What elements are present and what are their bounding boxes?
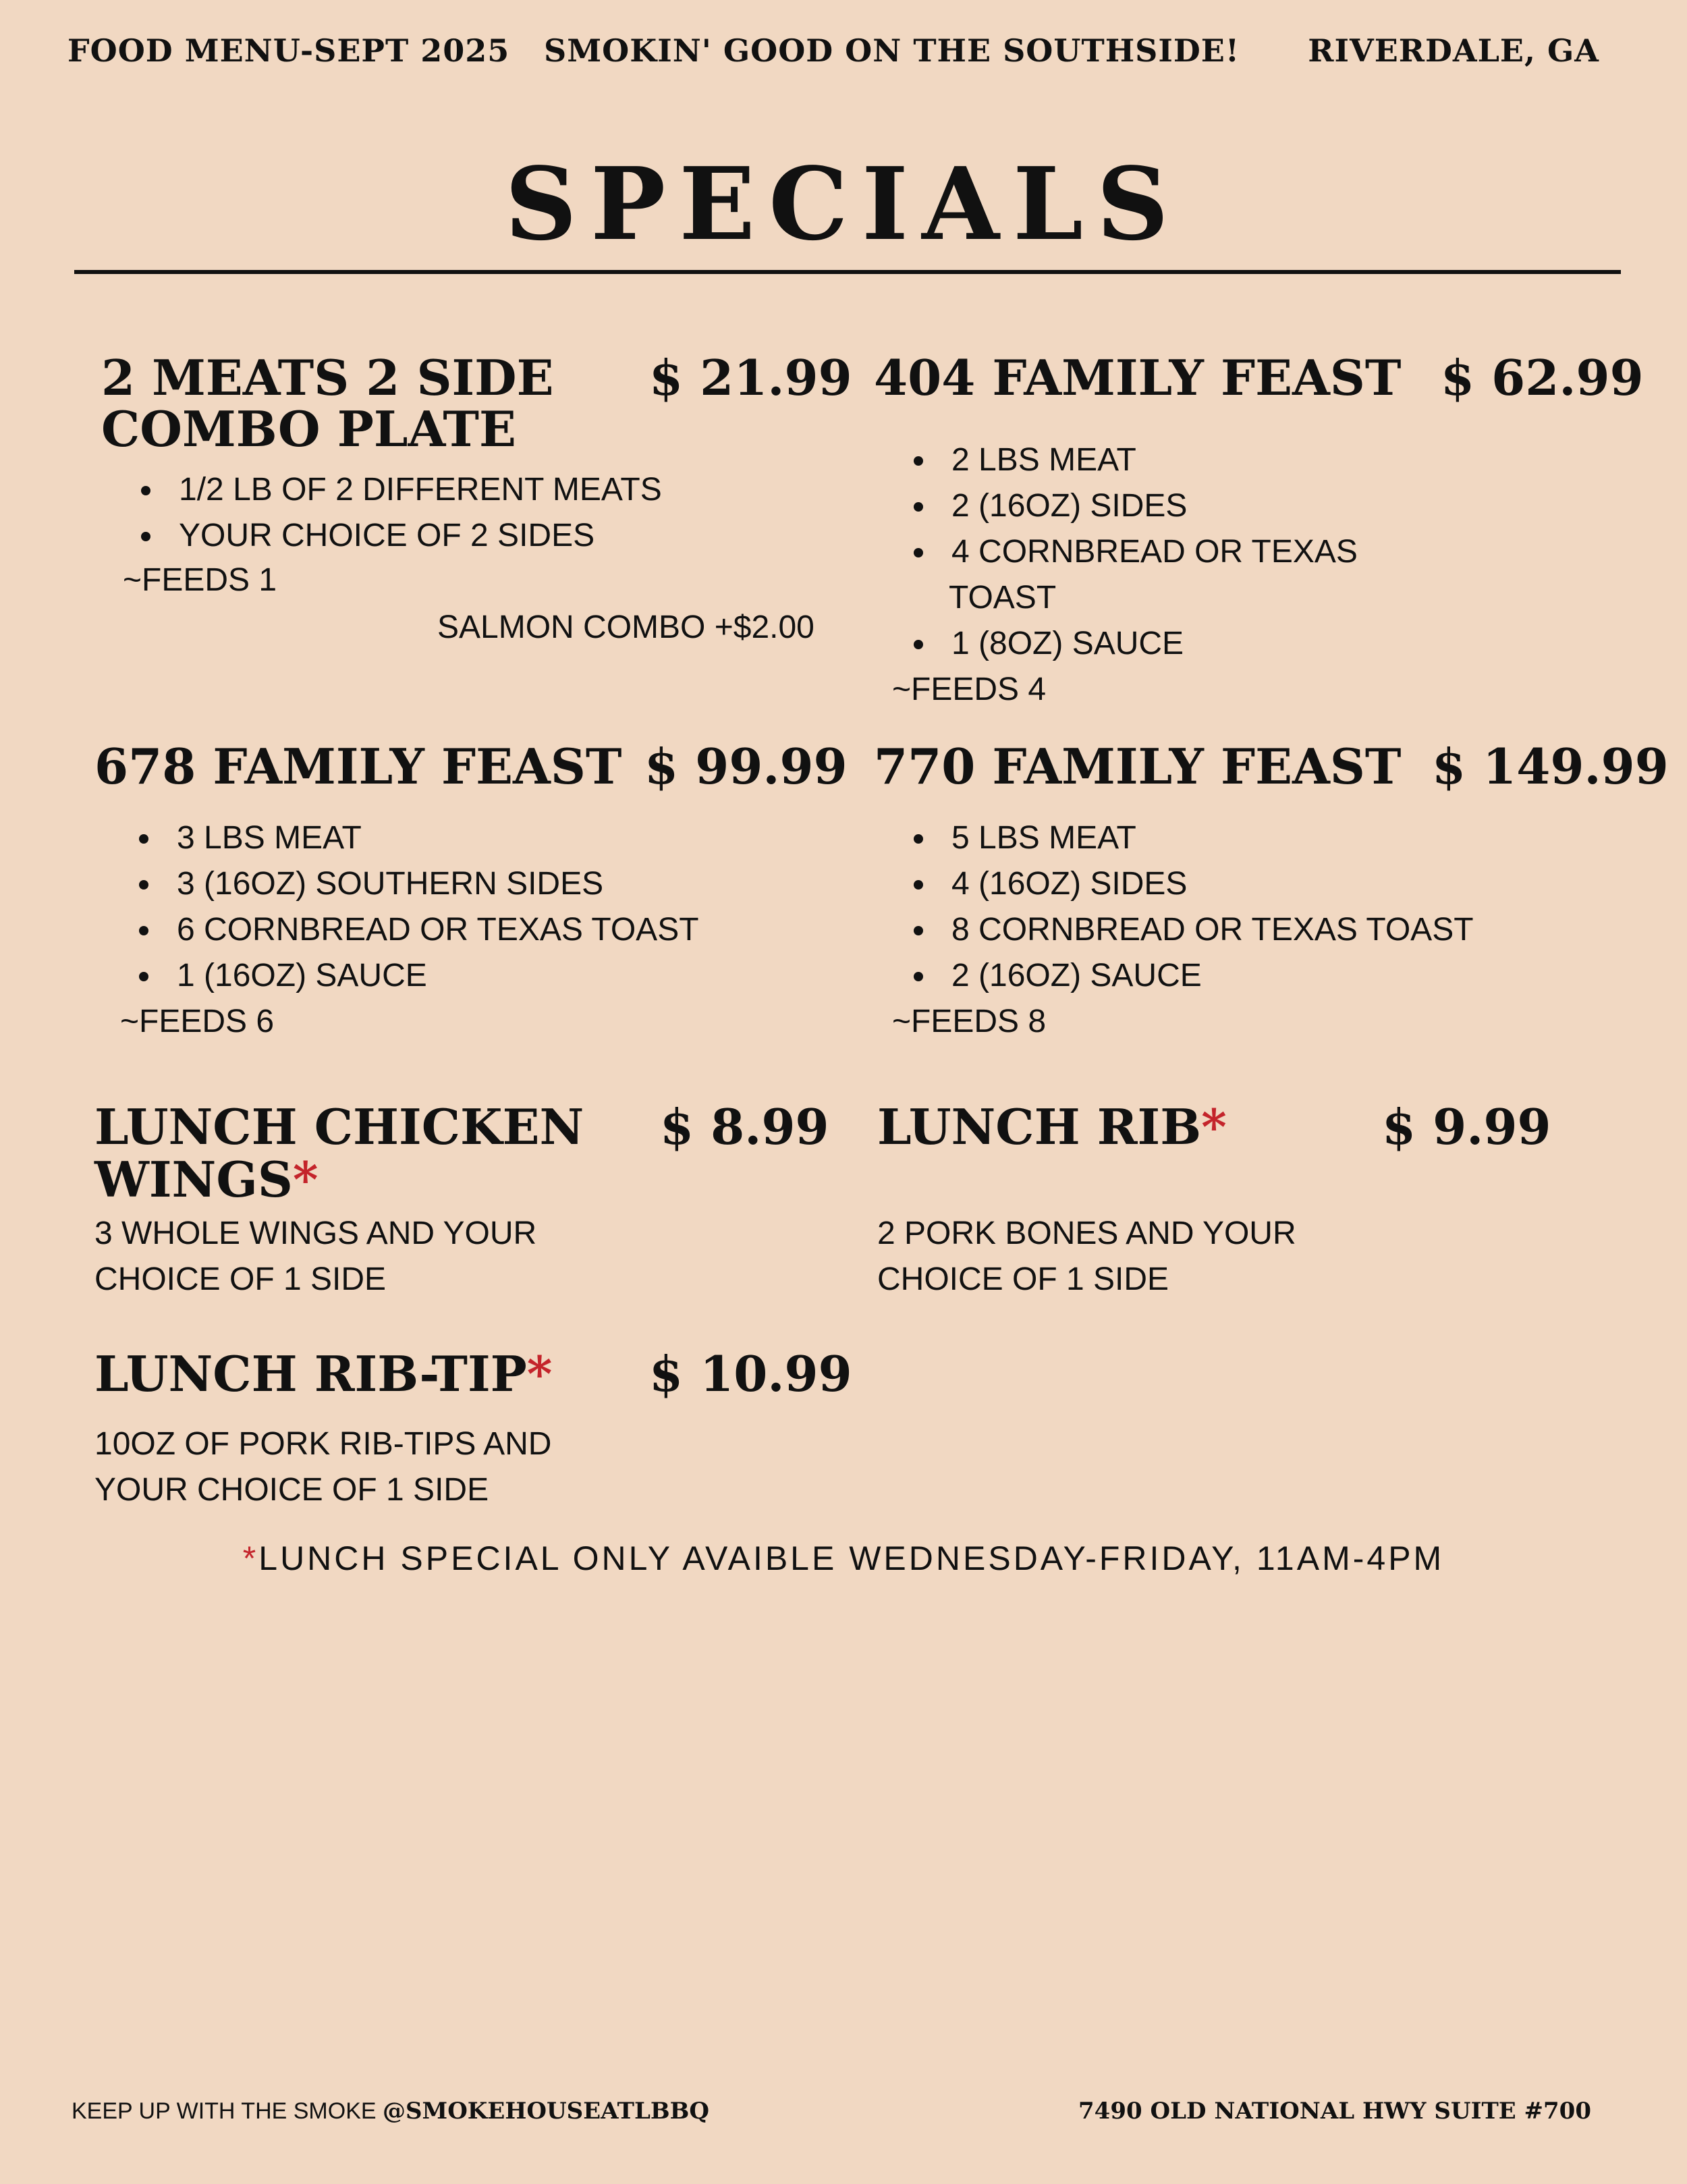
list-item: 3 LBS MEAT — [103, 815, 699, 861]
menu-date: FOOD MENU-SEPT 2025 — [67, 32, 510, 69]
item-description: 3 WHOLE WINGS AND YOUR — [94, 1216, 537, 1251]
feeds-note: ~FEEDS 1 — [123, 562, 277, 598]
item-description: YOUR CHOICE OF 1 SIDE — [94, 1472, 489, 1508]
upgrade-note: SALMON COMBO +$2.00 — [437, 609, 814, 645]
address: 7490 OLD NATIONAL HWY SUITE #700 — [1078, 2098, 1591, 2125]
location: RIVERDALE, GA — [1308, 32, 1599, 69]
list-item: 8 CORNBREAD OR TEXAS TOAST — [877, 907, 1474, 953]
list-item: YOUR CHOICE OF 2 SIDES — [105, 513, 662, 559]
item-name: 2 MEATS 2 SIDE — [101, 349, 554, 406]
page-title: SPECIALS — [505, 145, 1182, 263]
asterisk-marker: * — [242, 1539, 259, 1577]
item-bullets — [877, 437, 1358, 575]
item-price: $ 21.99 — [649, 349, 852, 406]
item-bullets — [103, 815, 699, 999]
tagline: SMOKIN' GOOD ON THE SOUTHSIDE! — [544, 32, 1240, 69]
list-item: 4 CORNBREAD OR TEXAS — [877, 529, 1358, 575]
list-item-continuation: TOAST — [949, 580, 1057, 616]
item-price: $ 149.99 — [1432, 738, 1669, 795]
item-name: LUNCH CHICKEN — [94, 1098, 584, 1155]
list-item: 1 (8OZ) SAUCE — [877, 621, 1184, 667]
list-item: 2 (16OZ) SIDES — [877, 483, 1358, 529]
item-price: $ 9.99 — [1382, 1098, 1551, 1155]
asterisk-marker: * — [1201, 1098, 1227, 1155]
list-item: 2 (16OZ) SAUCE — [877, 953, 1474, 999]
lunch-special-note: *LUNCH SPECIAL ONLY AVAIBLE WEDNESDAY-FRIDAY, 11AM-4PM — [242, 1539, 1445, 1577]
list-item: 1/2 LB OF 2 DIFFERENT MEATS — [105, 467, 662, 513]
item-name: COMBO PLATE — [101, 400, 516, 458]
item-bullets — [105, 467, 662, 559]
asterisk-marker: * — [292, 1151, 319, 1208]
asterisk-marker: * — [526, 1345, 553, 1402]
item-description: CHOICE OF 1 SIDE — [94, 1261, 387, 1297]
list-item: 3 (16OZ) SOUTHERN SIDES — [103, 861, 699, 907]
item-bullets — [877, 815, 1474, 999]
item-bullets — [877, 621, 1184, 667]
social-callout: KEEP UP WITH THE SMOKE @SMOKEHOUSEATLBBQ — [72, 2098, 709, 2125]
item-name: LUNCH RIB-TIP* — [94, 1345, 553, 1402]
item-name: WINGS* — [94, 1151, 319, 1208]
item-description: 10OZ OF PORK RIB-TIPS AND — [94, 1426, 552, 1462]
item-price: $ 10.99 — [649, 1345, 852, 1402]
item-price: $ 8.99 — [660, 1098, 829, 1155]
title-divider — [74, 270, 1621, 274]
item-price: $ 99.99 — [644, 738, 848, 795]
item-name: LUNCH RIB* — [877, 1098, 1227, 1155]
item-description: 2 PORK BONES AND YOUR — [877, 1216, 1296, 1251]
feeds-note: ~FEEDS 4 — [892, 672, 1047, 707]
social-handle[interactable]: @SMOKEHOUSEATLBBQ — [383, 2098, 709, 2125]
list-item: 5 LBS MEAT — [877, 815, 1474, 861]
item-description: CHOICE OF 1 SIDE — [877, 1261, 1169, 1297]
feeds-note: ~FEEDS 8 — [892, 1004, 1047, 1039]
item-name: 404 FAMILY FEAST — [874, 349, 1402, 406]
item-price: $ 62.99 — [1441, 349, 1644, 406]
list-item: 2 LBS MEAT — [877, 437, 1358, 483]
item-name: 770 FAMILY FEAST — [874, 738, 1402, 795]
list-item: 1 (16OZ) SAUCE — [103, 953, 699, 999]
feeds-note: ~FEEDS 6 — [120, 1004, 275, 1039]
list-item: 6 CORNBREAD OR TEXAS TOAST — [103, 907, 699, 953]
item-name: 678 FAMILY FEAST — [94, 738, 622, 795]
list-item: 4 (16OZ) SIDES — [877, 861, 1474, 907]
